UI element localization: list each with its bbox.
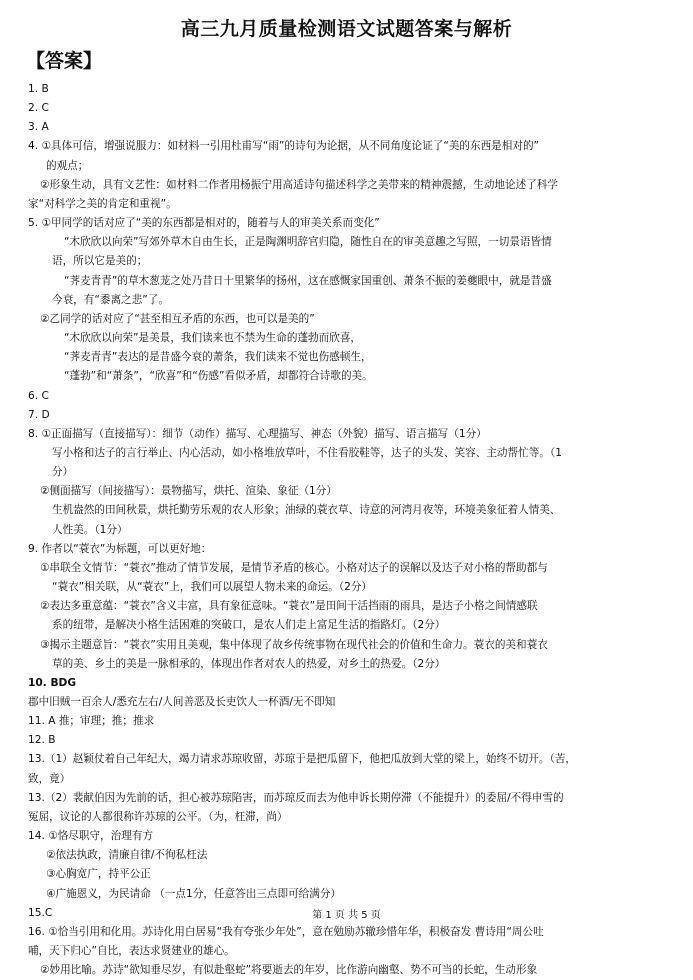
text-line: 2. C xyxy=(28,102,49,115)
answer-body xyxy=(28,80,668,980)
text-line: ③揭示主题意旨：“蓑衣”实用且美观，集中体现了故乡传统事物在现代社会的价值和生命力。蓑衣的美和蓑衣 xyxy=(40,638,548,651)
text-line: 14. ①恪尽职守，治理有方 xyxy=(28,830,154,843)
text-line: 16. ①恰当引用和化用。苏诗化用白居易“我有夸张少年处”，意在勉励苏辙珍惜年华，积极奋发 曹诗用“周公吐 xyxy=(28,925,544,938)
text-line: “荠麦青青”表达的是昔盛今衰的萧条，我们读来不觉也伤感顿生， xyxy=(64,351,372,364)
text-line: 致，竟） xyxy=(28,772,71,785)
text-line: ②妙用比喻。苏诗“欲知垂尽岁，有似赴壑蛇”将要逝去的年岁，比作游向幽壑、势不可当的长蛇，生动形象 xyxy=(40,964,538,977)
text-line: 13.（2）裴献伯因为先前的话，担心被苏琼陷害，而苏琼反而去为他申诉长期停滞（不能提升）的委屈/不得申雪的 xyxy=(28,791,564,804)
document-title: 高三九月质量检测语文试题答案与解析 xyxy=(180,18,513,40)
text-line: 哺，天下归心”自比，表达求贤建业的雄心。 xyxy=(28,945,235,958)
text-line: ②依法执政，清廉自律/不徇私枉法 xyxy=(46,849,208,862)
text-line: ②形象生动，具有文艺性：如材料二作者用杨振宁用高适诗句描述科学之美带来的精神震撼，生动地论述了科学 xyxy=(40,178,558,191)
text-line: 语，所以它是美的； xyxy=(52,255,148,268)
text-line: 8. ①正面描写（直接描写）：细节（动作）描写、心理描写、神态（外貌）描写、语言描写（1分） xyxy=(28,427,487,440)
text-line: 10. BDG xyxy=(28,676,77,689)
text-line: ②表达多重意蕴：“蓑衣”含义丰富，具有象征意味。“蓑衣”是田间干活挡雨的雨具，是达子小格之间情感联 xyxy=(40,600,538,613)
text-line: 1. B xyxy=(28,83,49,95)
text-line: 4. ①具体可信，增强说服力：如材料一引用杜甫写“雨”的诗句为论据，从不同角度论证了“美的东西是相对的” xyxy=(28,140,540,153)
text-line: ③心胸宽广，持平公正 xyxy=(46,868,151,881)
text-line: “木欣欣以向荣”是美景，我们读来也不禁为生命的蓬勃而欣喜， xyxy=(64,332,362,345)
text-line: 今衰，有“黍离之悲”了。 xyxy=(52,293,169,306)
text-line: 郡中旧贼一百余人/悉充左右/人间善恶及长吏饮人一杯酒/无不即知 xyxy=(28,696,336,708)
text-line: “荠麦青青”的草木葱茏之处乃昔日十里繁华的扬州，这在感慨家国重创、萧条不振的姜夔眼中，就是昔盛 xyxy=(64,274,552,287)
text-line: 15.C xyxy=(28,906,53,919)
page-footer: 第 1 页 共 5 页 xyxy=(312,910,381,921)
text-line: 6. C xyxy=(28,389,49,402)
text-line: 人性美。（1分） xyxy=(52,523,128,536)
text-line: “蓬勃”和“萧条”，“欣喜”和“伤感”看似矛盾，却都符合诗歌的美。 xyxy=(64,370,373,383)
text-line: 写小格和达子的言行举止、内心活动，如小格堆放草叶，不住看胶鞋等，达子的头发、笑容、主动帮忙等。（1 xyxy=(52,446,562,459)
text-line: ②乙同学的话对应了“甚至相互矛盾的东西，也可以是美的” xyxy=(40,312,315,325)
text-line: 的观点； xyxy=(46,159,89,172)
text-line: 11. A 推；审理；推；推求 xyxy=(28,715,155,728)
text-line: 12. B xyxy=(28,734,56,747)
text-line: ④广施恩义，为民请命 （一点1分，任意答出三点即可给满分） xyxy=(46,887,342,900)
text-line: “蓑衣”相关联，从“蓑衣”上，我们可以展望人物未来的命运。（2分） xyxy=(52,581,373,594)
text-line: 5. ①甲同学的话对应了“美的东西都是相对的，随着与人的审美关系而变化” xyxy=(28,217,380,230)
text-line: 草的美、乡土的美是一脉相承的，体现出作者对农人的热爱，对乡土的热爱。（2分） xyxy=(52,657,446,670)
text-line: 9. 作者以“蓑衣”为标题，可以更好地： xyxy=(28,542,212,555)
text-line: ①串联全文情节：“蓑衣”推动了情节发展，是情节矛盾的核心。小格对达子的误解以及达子对小格的帮助都与 xyxy=(40,561,548,574)
text-line: 家“对科学之美的肯定和重视”。 xyxy=(28,197,177,210)
text-line: 冤屈，议论的人都很称许苏琼的公平。（为，枉滞，尚） xyxy=(28,810,288,823)
text-line: 3. A xyxy=(28,121,49,134)
section-heading: 【答案】 xyxy=(26,50,103,72)
text-line: “木欣欣以向荣”写郊外草木自由生长，正是陶渊明辞官归隐，随性自在的审美意趣之写照，一切景语皆情 xyxy=(64,236,552,249)
text-line: 生机盎然的田间秋景，烘托勤劳乐观的农人形象；油绿的蓑衣草、诗意的河湾月夜等，环境美象征着人情美、 xyxy=(52,504,561,517)
text-line: 13.（1）赵颖仗着自己年纪大，竭力请求苏琼收留，苏琼于是把瓜留下，他把瓜放到大堂的梁上，始终不切开。（苦， xyxy=(28,753,576,766)
text-line: ②侧面描写（间接描写）：景物描写，烘托、渲染、象征（1分） xyxy=(40,485,337,498)
text-line: 7. D xyxy=(28,408,50,421)
text-line: 分） xyxy=(52,466,74,479)
text-line: 系的纽带，是解决小格生活困难的突破口，是农人们走上富足生活的指路灯。（2分） xyxy=(52,619,446,632)
